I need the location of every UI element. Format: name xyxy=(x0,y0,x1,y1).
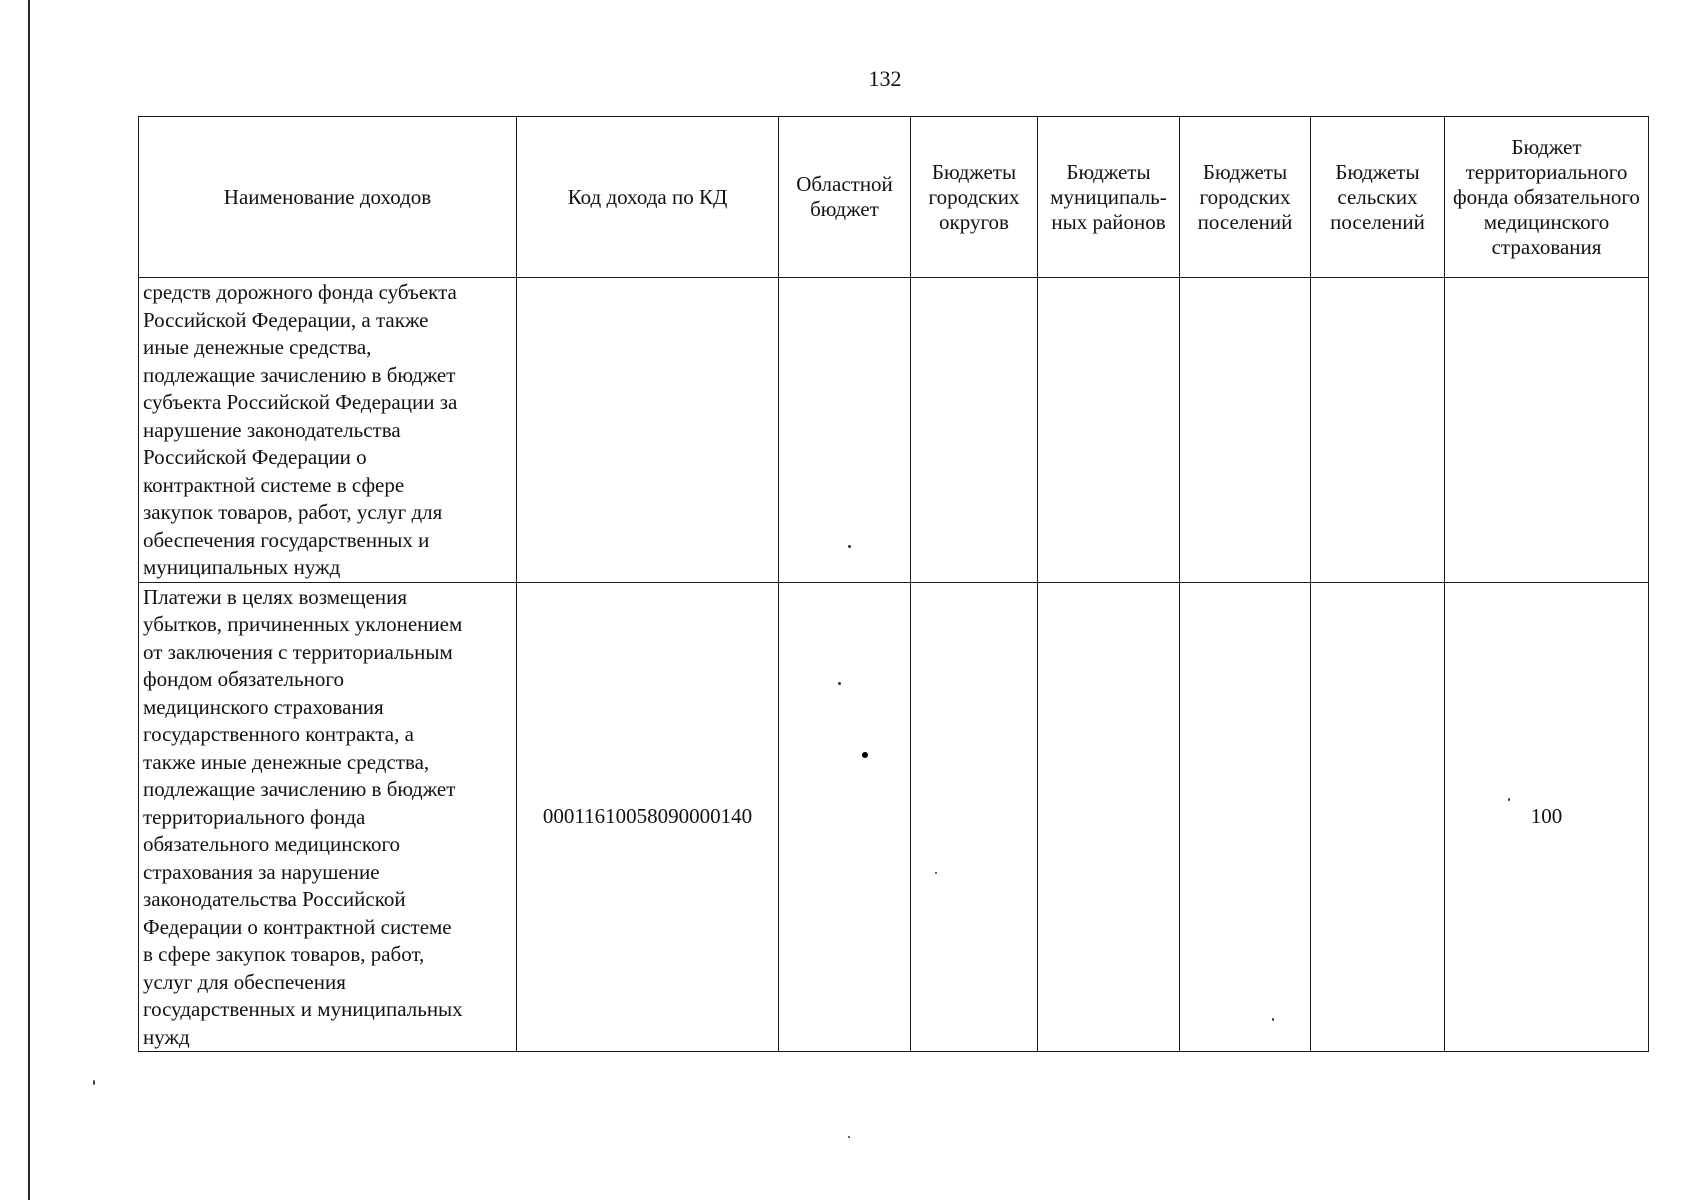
scan-speck xyxy=(848,1136,850,1138)
regional-budget-cell xyxy=(779,582,911,1052)
scan-edge-line xyxy=(28,0,30,1200)
urban-settlement-cell xyxy=(1180,582,1311,1052)
header-revenue-name: Наименование доходов xyxy=(139,117,517,278)
table-row xyxy=(139,278,1649,583)
city-district-cell xyxy=(911,582,1038,1052)
scan-speck xyxy=(838,682,841,685)
header-urban-settlement-budgets: Бюджеты городских поселений xyxy=(1180,117,1311,278)
header-rural-settlement-budgets: Бюджеты сельских поселений xyxy=(1311,117,1445,278)
city-district-cell xyxy=(911,278,1038,583)
municipal-district-cell xyxy=(1038,278,1180,583)
scan-speck xyxy=(862,752,868,758)
header-municipal-district-budgets: Бюджеты муниципаль-ных районов xyxy=(1038,117,1180,278)
header-city-district-budgets: Бюджеты городских округов xyxy=(911,117,1038,278)
revenue-name-cell: средств дорожного фонда субъекта Российской Федерации, а также иные денежные средства, подлежащие зачислению в бюджет субъекта Российской Федерации за нарушение законодательства Российской Федерации о контрактной системе в сфере закупок товаров, работ, услуг для обеспечения государственных и муниципальных нужд xyxy=(139,278,517,583)
header-revenue-code: Код дохода по КД xyxy=(517,117,779,278)
rural-settlement-cell xyxy=(1311,582,1445,1052)
scan-speck xyxy=(93,1080,95,1085)
header-medical-insurance-fund-budget: Бюджет территориального фонда обязательного медицинского страхования xyxy=(1445,117,1649,278)
revenue-code-cell xyxy=(517,278,779,583)
table-header-row xyxy=(139,117,1649,278)
header-regional-budget: Областной бюджет xyxy=(779,117,911,278)
table-row xyxy=(139,582,1649,1052)
scan-speck xyxy=(1272,1018,1274,1021)
scan-speck xyxy=(935,872,937,874)
urban-settlement-cell xyxy=(1180,278,1311,583)
rural-settlement-cell xyxy=(1311,278,1445,583)
scan-speck xyxy=(1508,798,1510,801)
revenue-distribution-table xyxy=(138,116,1649,1052)
scan-speck xyxy=(848,545,851,548)
revenue-name-cell: Платежи в целях возмещения убытков, причиненных уклонением от заключения с территориальным фондом обязательного медицинского страхования государственного контракта, а также иные денежные средства, подлежащие зачислению в бюджет территориального фонда обязательного медицинского страхования за нарушение законодательства Российской Федерации о контрактной системе в сфере закупок товаров, работ, услуг для обеспечения государственных и муниципальных нужд xyxy=(139,582,517,1052)
medical-fund-cell xyxy=(1445,278,1649,583)
medical-fund-cell: 100 xyxy=(1445,582,1649,1052)
regional-budget-cell xyxy=(779,278,911,583)
municipal-district-cell xyxy=(1038,582,1180,1052)
page-number: 132 xyxy=(868,66,902,91)
revenue-code-cell: 00011610058090000140 xyxy=(517,582,779,1052)
